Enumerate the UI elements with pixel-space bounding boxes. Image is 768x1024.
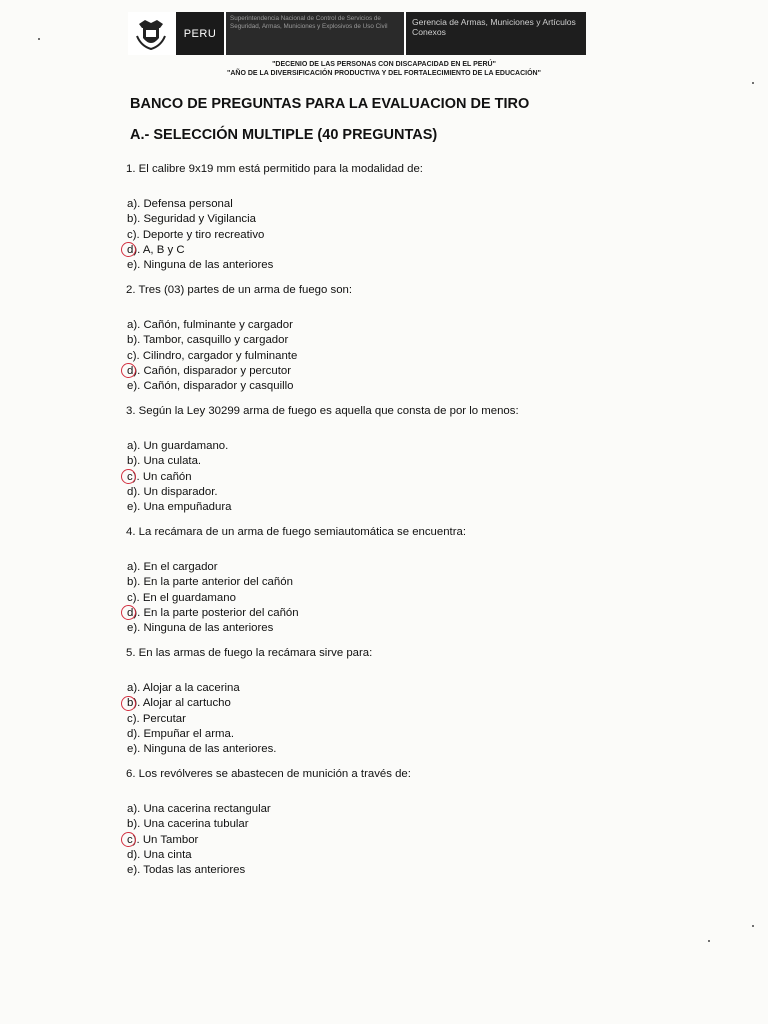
question-text: 2. Tres (03) partes de un arma de fuego son:: [126, 284, 353, 296]
answer-option: a). Cañón, fulminante y cargador: [127, 319, 293, 331]
answer-option: b). Una cacerina tubular: [127, 818, 249, 831]
answer-option: d). Un disparador.: [127, 485, 218, 498]
answer-option: c). En el guardamano: [127, 591, 236, 604]
answer-option: a). Un guardamano.: [127, 440, 229, 452]
answer-option: b). Seguridad y Vigilancia: [127, 213, 256, 226]
slogan-line-1: "DECENIO DE LAS PERSONAS CON DISCAPACIDAD EN EL PERÚ": [272, 61, 496, 68]
answer-option: c). Cilindro, cargador y fulminante: [127, 349, 298, 362]
answer-mark-circle: [121, 696, 136, 711]
answer-option: d). En la parte posterior del cañón: [127, 606, 299, 619]
answer-option: c). Deporte y tiro recreativo: [127, 228, 265, 241]
answer-option: b). En la parte anterior del cañón: [127, 576, 293, 589]
scan-speck: [38, 38, 40, 40]
answer-option: b). Tambor, casquillo y cargador: [127, 334, 289, 347]
institution-name: Superintendencia Nacional de Control de Servicios de Seguridad, Armas, Municiones y Explosivos de Uso Civil: [224, 12, 404, 55]
question-text: 1. El calibre 9x19 mm está permitido para la modalidad de:: [126, 163, 423, 175]
answer-option: d). Una cinta: [127, 848, 192, 861]
answer-option: e). Ninguna de las anteriores: [127, 622, 274, 635]
answer-mark-circle: [121, 469, 136, 484]
scan-speck: [708, 940, 710, 942]
coat-of-arms-icon: [128, 12, 174, 55]
question-text: 3. Según la Ley 30299 arma de fuego es aquella que consta de por lo menos:: [126, 405, 519, 417]
answer-option: a). Defensa personal: [127, 198, 233, 210]
scan-speck: [752, 925, 754, 927]
answer-option: e). Ninguna de las anteriores.: [127, 743, 277, 756]
answer-option: d). Empuñar el arma.: [127, 727, 234, 740]
document-title: BANCO DE PREGUNTAS PARA LA EVALUACION DE TIRO: [130, 96, 530, 112]
country-label: PERU: [174, 12, 224, 55]
answer-option: a). Una cacerina rectangular: [127, 803, 271, 815]
answer-option: c). Un cañón: [127, 470, 192, 483]
section-heading: A.- SELECCIÓN MULTIPLE (40 PREGUNTAS): [130, 127, 438, 143]
answer-option: d). A, B y C: [127, 243, 185, 256]
answer-option: e). Todas las anteriores: [127, 864, 246, 877]
answer-option: b). Alojar al cartucho: [127, 697, 231, 710]
answer-mark-circle: [121, 832, 136, 847]
letterhead: [128, 12, 586, 55]
answer-option: a). Alojar a la cacerina: [127, 682, 240, 694]
answer-option: a). En el cargador: [127, 561, 218, 573]
slogan-line-2: "AÑO DE LA DIVERSIFICACIÓN PRODUCTIVA Y DEL FORTALECIMIENTO DE LA EDUCACIÓN": [227, 70, 541, 77]
answer-option: c). Un Tambor: [127, 833, 199, 846]
scan-speck: [752, 82, 754, 84]
question-text: 5. En las armas de fuego la recámara sirve para:: [126, 647, 373, 659]
question-text: 4. La recámara de un arma de fuego semiautomática se encuentra:: [126, 526, 467, 538]
answer-option: e). Cañón, disparador y casquillo: [127, 380, 294, 393]
question-text: 6. Los revólveres se abastecen de munición a través de:: [126, 768, 411, 780]
answer-option: e). Ninguna de las anteriores: [127, 259, 274, 272]
department-name: Gerencia de Armas, Municiones y Artículos Conexos: [404, 12, 586, 55]
answer-option: d). Cañón, disparador y percutor: [127, 364, 291, 377]
answer-option: e). Una empuñadura: [127, 501, 232, 514]
answer-option: b). Una culata.: [127, 455, 202, 468]
answer-option: c). Percutar: [127, 712, 186, 725]
